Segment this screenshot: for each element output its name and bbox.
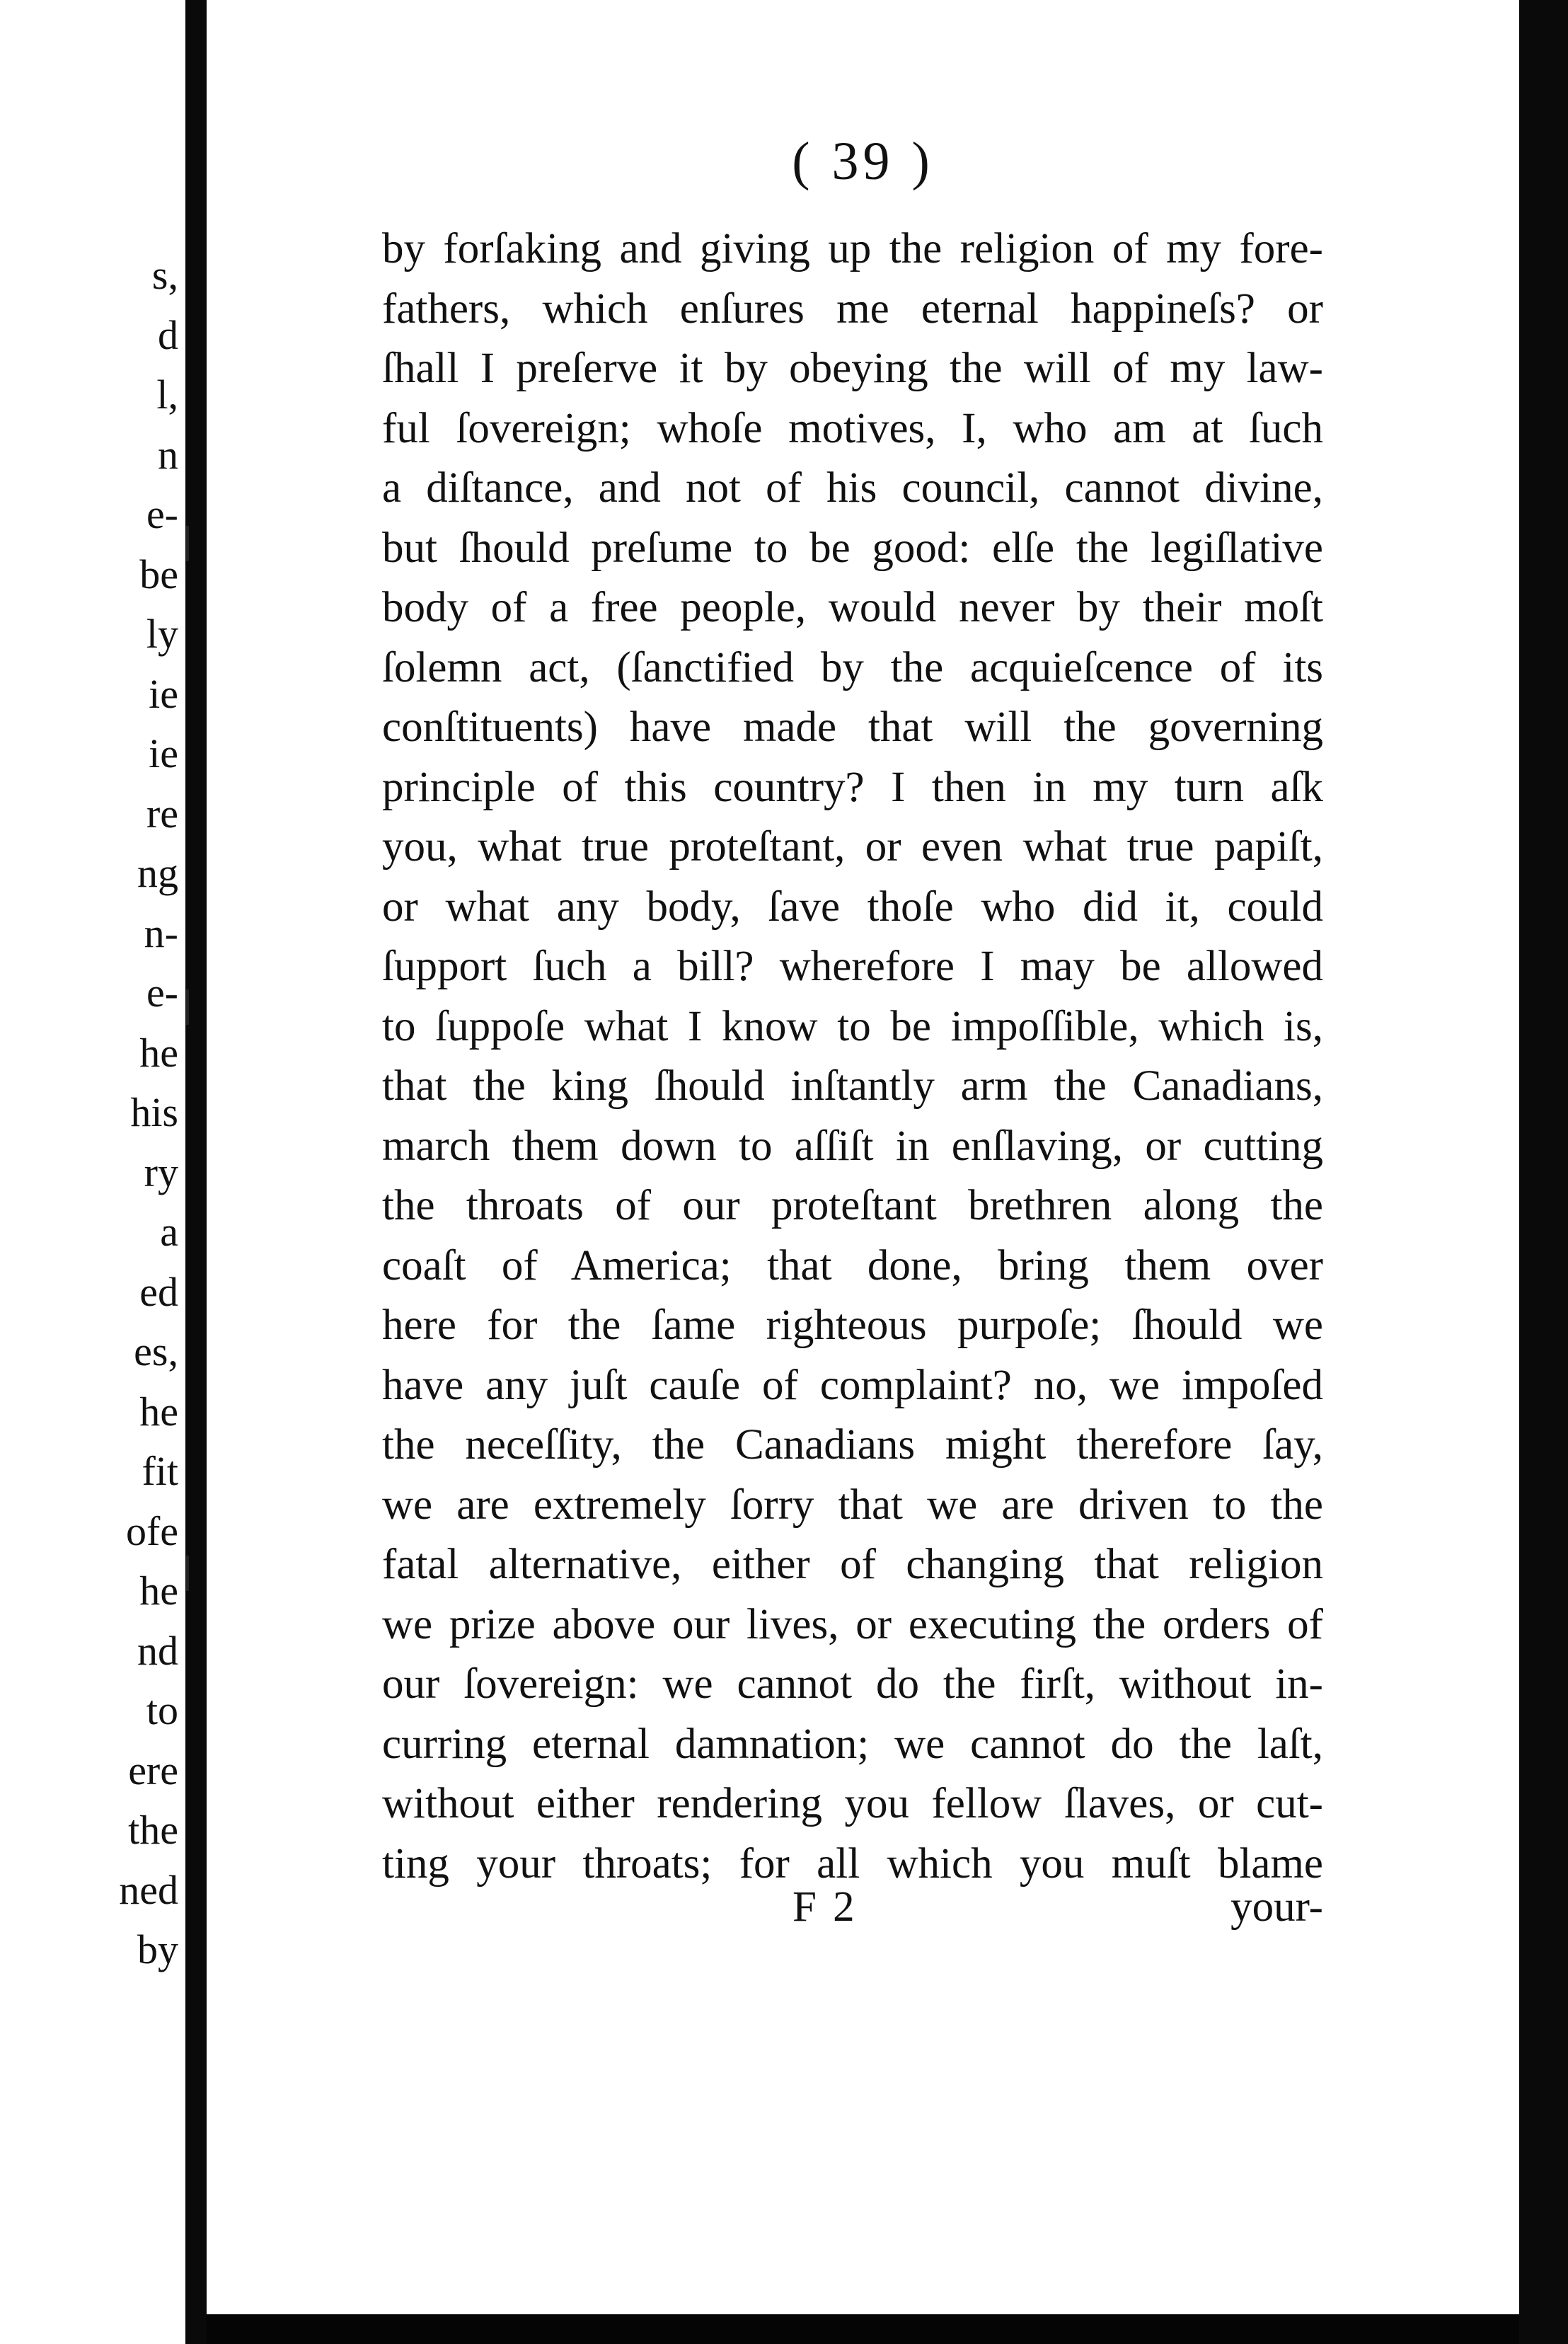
facing-page-fragment-text: l, [156, 372, 178, 418]
facing-page-fragment-text: his [130, 1089, 178, 1135]
margin-mark: ❘ [173, 521, 202, 561]
facing-page-fragment-text: he [139, 1029, 178, 1076]
text-line: a diſtance, and not of his council, cannot divine, [382, 464, 1323, 512]
facing-page-fragment-text: n- [144, 909, 178, 956]
text-line: our ſovereign: we cannot do the firſt, without in- [382, 1660, 1323, 1708]
facing-page-fragment-text: to [146, 1687, 178, 1733]
text-line: principle of this country? I then in my turn aſk [382, 763, 1323, 811]
text-line: we are extremely ſorry that we are driven to the [382, 1481, 1323, 1529]
facing-page-fragment-text: e- [146, 491, 178, 537]
text-line: but ſhould preſume to be good: elſe the legiſlative [382, 524, 1323, 572]
facing-page-fragment-text: ie [149, 670, 178, 717]
page-number-header: ( 39 ) [792, 132, 934, 191]
text-line: ſupport ſuch a bill? wherefore I may be allowed [382, 943, 1323, 990]
facing-page-fragment-text: ly [146, 611, 178, 657]
text-line: to ſuppoſe what I know to be impoſſible, which is, [382, 1002, 1323, 1050]
text-line: you, what true proteſtant, or even what true papiſt, [382, 823, 1323, 871]
text-line: here for the ſame righteous purpoſe; ſhould we [382, 1302, 1323, 1349]
text-line: coaſt of America; that done, bring them over [382, 1241, 1323, 1289]
facing-page-fragment-text: ere [128, 1747, 178, 1793]
text-line: we prize above our lives, or executing the orders of [382, 1600, 1323, 1648]
facing-page-fragment-text: be [139, 551, 178, 597]
text-line: ſhall I preſerve it by obeying the will of my law- [382, 345, 1323, 392]
facing-page-fragment-text: s, [151, 252, 178, 298]
book-page [173, 0, 1519, 2314]
facing-page-fragment-text: e- [146, 970, 178, 1016]
facing-page-fragment-text: nd [137, 1627, 178, 1674]
text-line: fatal alternative, either of changing that religion [382, 1541, 1323, 1588]
text-line: curring eternal damnation; we cannot do the laſt, [382, 1720, 1323, 1768]
text-line: have any juſt cauſe of complaint? no, we impoſed [382, 1361, 1323, 1409]
text-line: ful ſovereign; whoſe motives, I, who am at ſuch [382, 404, 1323, 452]
facing-page-fragment-text: ned [119, 1866, 178, 1913]
facing-page-fragment-text: n [158, 431, 178, 478]
text-line: or what any body, ſave thoſe who did it, could [382, 883, 1323, 931]
text-line: body of a free people, would never by their moſt [382, 584, 1323, 631]
text-line: ting your throats; for all which you muſt blame [382, 1839, 1323, 1888]
facing-page-fragment-text: fit [142, 1448, 178, 1494]
text-line: conſtituents) have made that will the governing [382, 703, 1323, 751]
facing-page-fragment-text: d [158, 311, 178, 358]
facing-page-fragment-text: a [160, 1209, 178, 1255]
facing-page-fragment-text: ry [144, 1149, 178, 1195]
margin-mark: ❘ [173, 984, 202, 1024]
facing-page-fragment-text: ie [149, 730, 178, 776]
facing-page-fragment-text: the [128, 1807, 178, 1853]
text-line: march them down to aſſiſt in enſlaving, or cutting [382, 1122, 1323, 1170]
facing-page-fragment-text: he [139, 1388, 178, 1435]
text-line: ſolemn act, (ſanctified by the acquieſcence of its [382, 643, 1323, 691]
body-text [382, 219, 1323, 1894]
text-line: fathers, which enſures me eternal happineſs? or [382, 285, 1323, 333]
facing-page-fragment-text: by [137, 1926, 178, 1972]
signature-mark: F 2 [792, 1883, 858, 1931]
gutter [185, 0, 207, 2344]
text-line: the neceſſity, the Canadians might therefore ſay, [382, 1421, 1323, 1469]
margin-mark: ❘ [173, 1551, 202, 1590]
facing-page-fragment-text: he [139, 1568, 178, 1614]
text-line: that the king ſhould inſtantly arm the Canadians, [382, 1062, 1323, 1110]
facing-page-fragment-text: ofe [125, 1507, 178, 1554]
facing-page-fragment-text: re [146, 790, 178, 837]
facing-page-fragment [0, 0, 185, 2344]
catchword: your- [1230, 1883, 1323, 1931]
scan-border [1519, 0, 1568, 2344]
facing-page-fragment-text: es, [134, 1328, 178, 1374]
text-line: the throats of our proteſtant brethren along the [382, 1182, 1323, 1229]
facing-page-fragment-text: ed [139, 1268, 178, 1315]
facing-page-fragment-text: ng [137, 850, 178, 896]
text-line: by forſaking and giving up the religion of my fore- [382, 225, 1323, 272]
page-footer [382, 1875, 1323, 1939]
text-line: without either rendering you fellow ſlaves, or cut- [382, 1780, 1323, 1827]
